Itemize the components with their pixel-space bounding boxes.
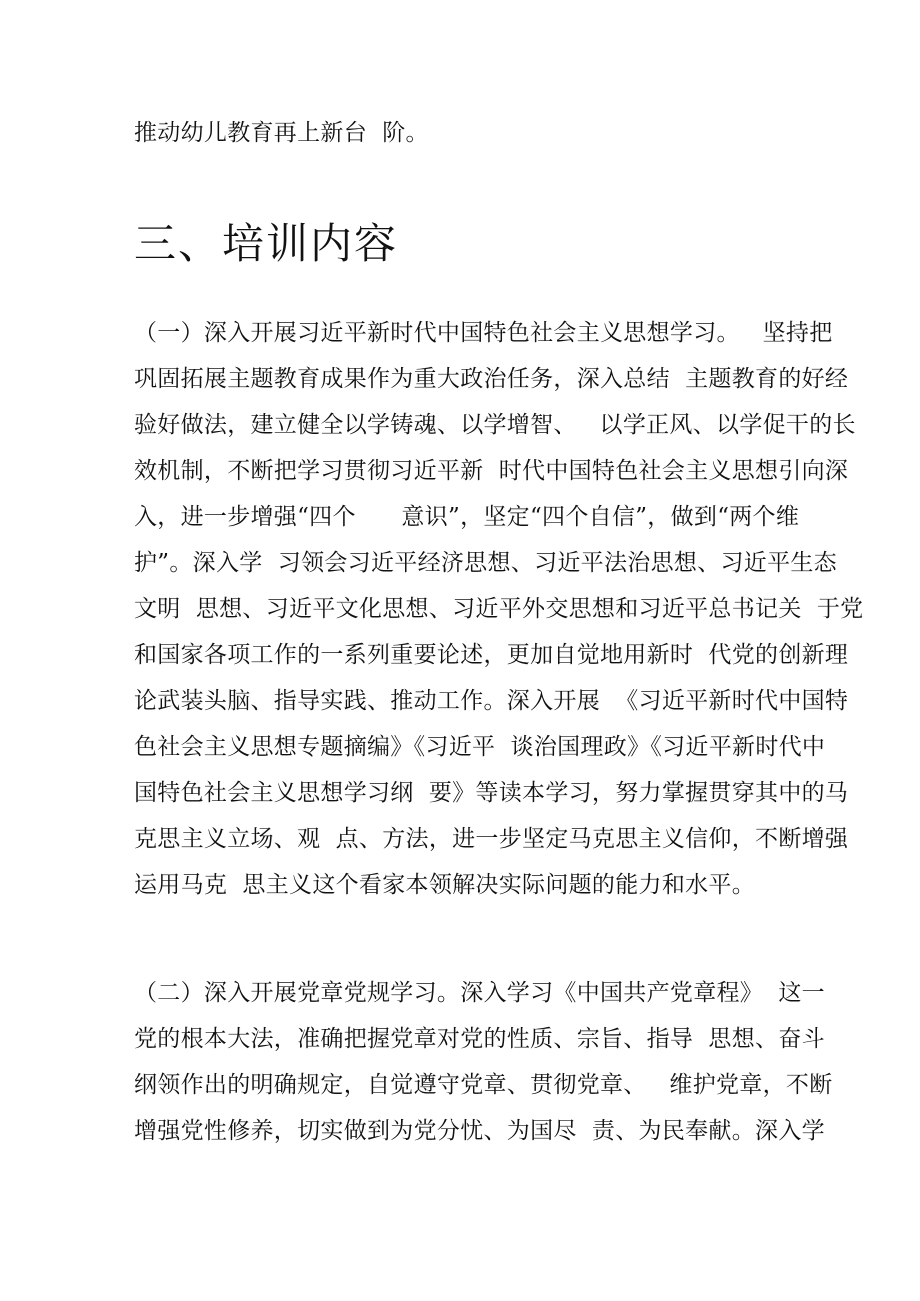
paragraph-1-line: 和国家各项工作的一系列重要论述，更加自觉地用新时 代党的创新理	[134, 642, 849, 668]
paragraph-2-line: （二）深入开展党章党规学习。深入学习《中国共产党章程》 这一	[134, 980, 825, 1006]
paragraph-2-line: 增强党性修养，切实做到为党分忧、为国尽 责、为民奉献。深入学	[134, 1118, 825, 1144]
paragraph-1-line: 验好做法，建立健全以学铸魂、以学增智、 以学正风、以学促干的长	[134, 412, 856, 438]
paragraph-2-line: 纲领作出的明确规定，自觉遵守党章、贯彻党章、 维护党章，不断	[134, 1072, 833, 1098]
paragraph-1-line: 巩固拓展主题教育成果作为重大政治任务，深入总结 主题教育的好经	[134, 366, 849, 392]
intro-text-line: 推动幼儿教育再上新台 阶。	[134, 120, 429, 146]
paragraph-1-line: 克思主义立场、观 点、方法，进一步坚定马克思主义信仰，不断增强	[134, 826, 849, 852]
paragraph-1-line: 入，进一步增强“四个 意识”，坚定“四个自信”，做到“两个维	[134, 504, 800, 530]
section-heading: 三、培训内容	[134, 219, 399, 268]
paragraph-1-line: 论武装头脑、指导实践、推动工作。深入开展 《习近平新时代中国特	[134, 688, 849, 714]
paragraph-1-line: 运用马克 思主义这个看家本领解决实际问题的能力和水平。	[134, 872, 756, 898]
paragraph-1-line: 效机制，不断把学习贯彻习近平新 时代中国特色社会主义思想引向深	[134, 458, 849, 484]
paragraph-1-line: 色社会主义思想专题摘编》《习近平 谈治国理政》《习近平新时代中	[134, 734, 826, 760]
paragraph-1-line: 护”。深入学 习领会习近平经济思想、习近平法治思想、习近平生态	[134, 550, 837, 576]
paragraph-1-line: 文明 思想、习近平文化思想、习近平外交思想和习近平总书记关 于党	[134, 596, 864, 622]
paragraph-1-line: （一）深入开展习近平新时代中国特色社会主义思想学习。 坚持把	[134, 320, 833, 346]
paragraph-2-line: 党的根本大法，准确把握党章对党的性质、宗旨、指导 思想、奋斗	[134, 1026, 825, 1052]
paragraph-1-line: 国特色社会主义思想学习纲 要》等读本学习，努力掌握贯穿其中的马	[134, 780, 849, 806]
